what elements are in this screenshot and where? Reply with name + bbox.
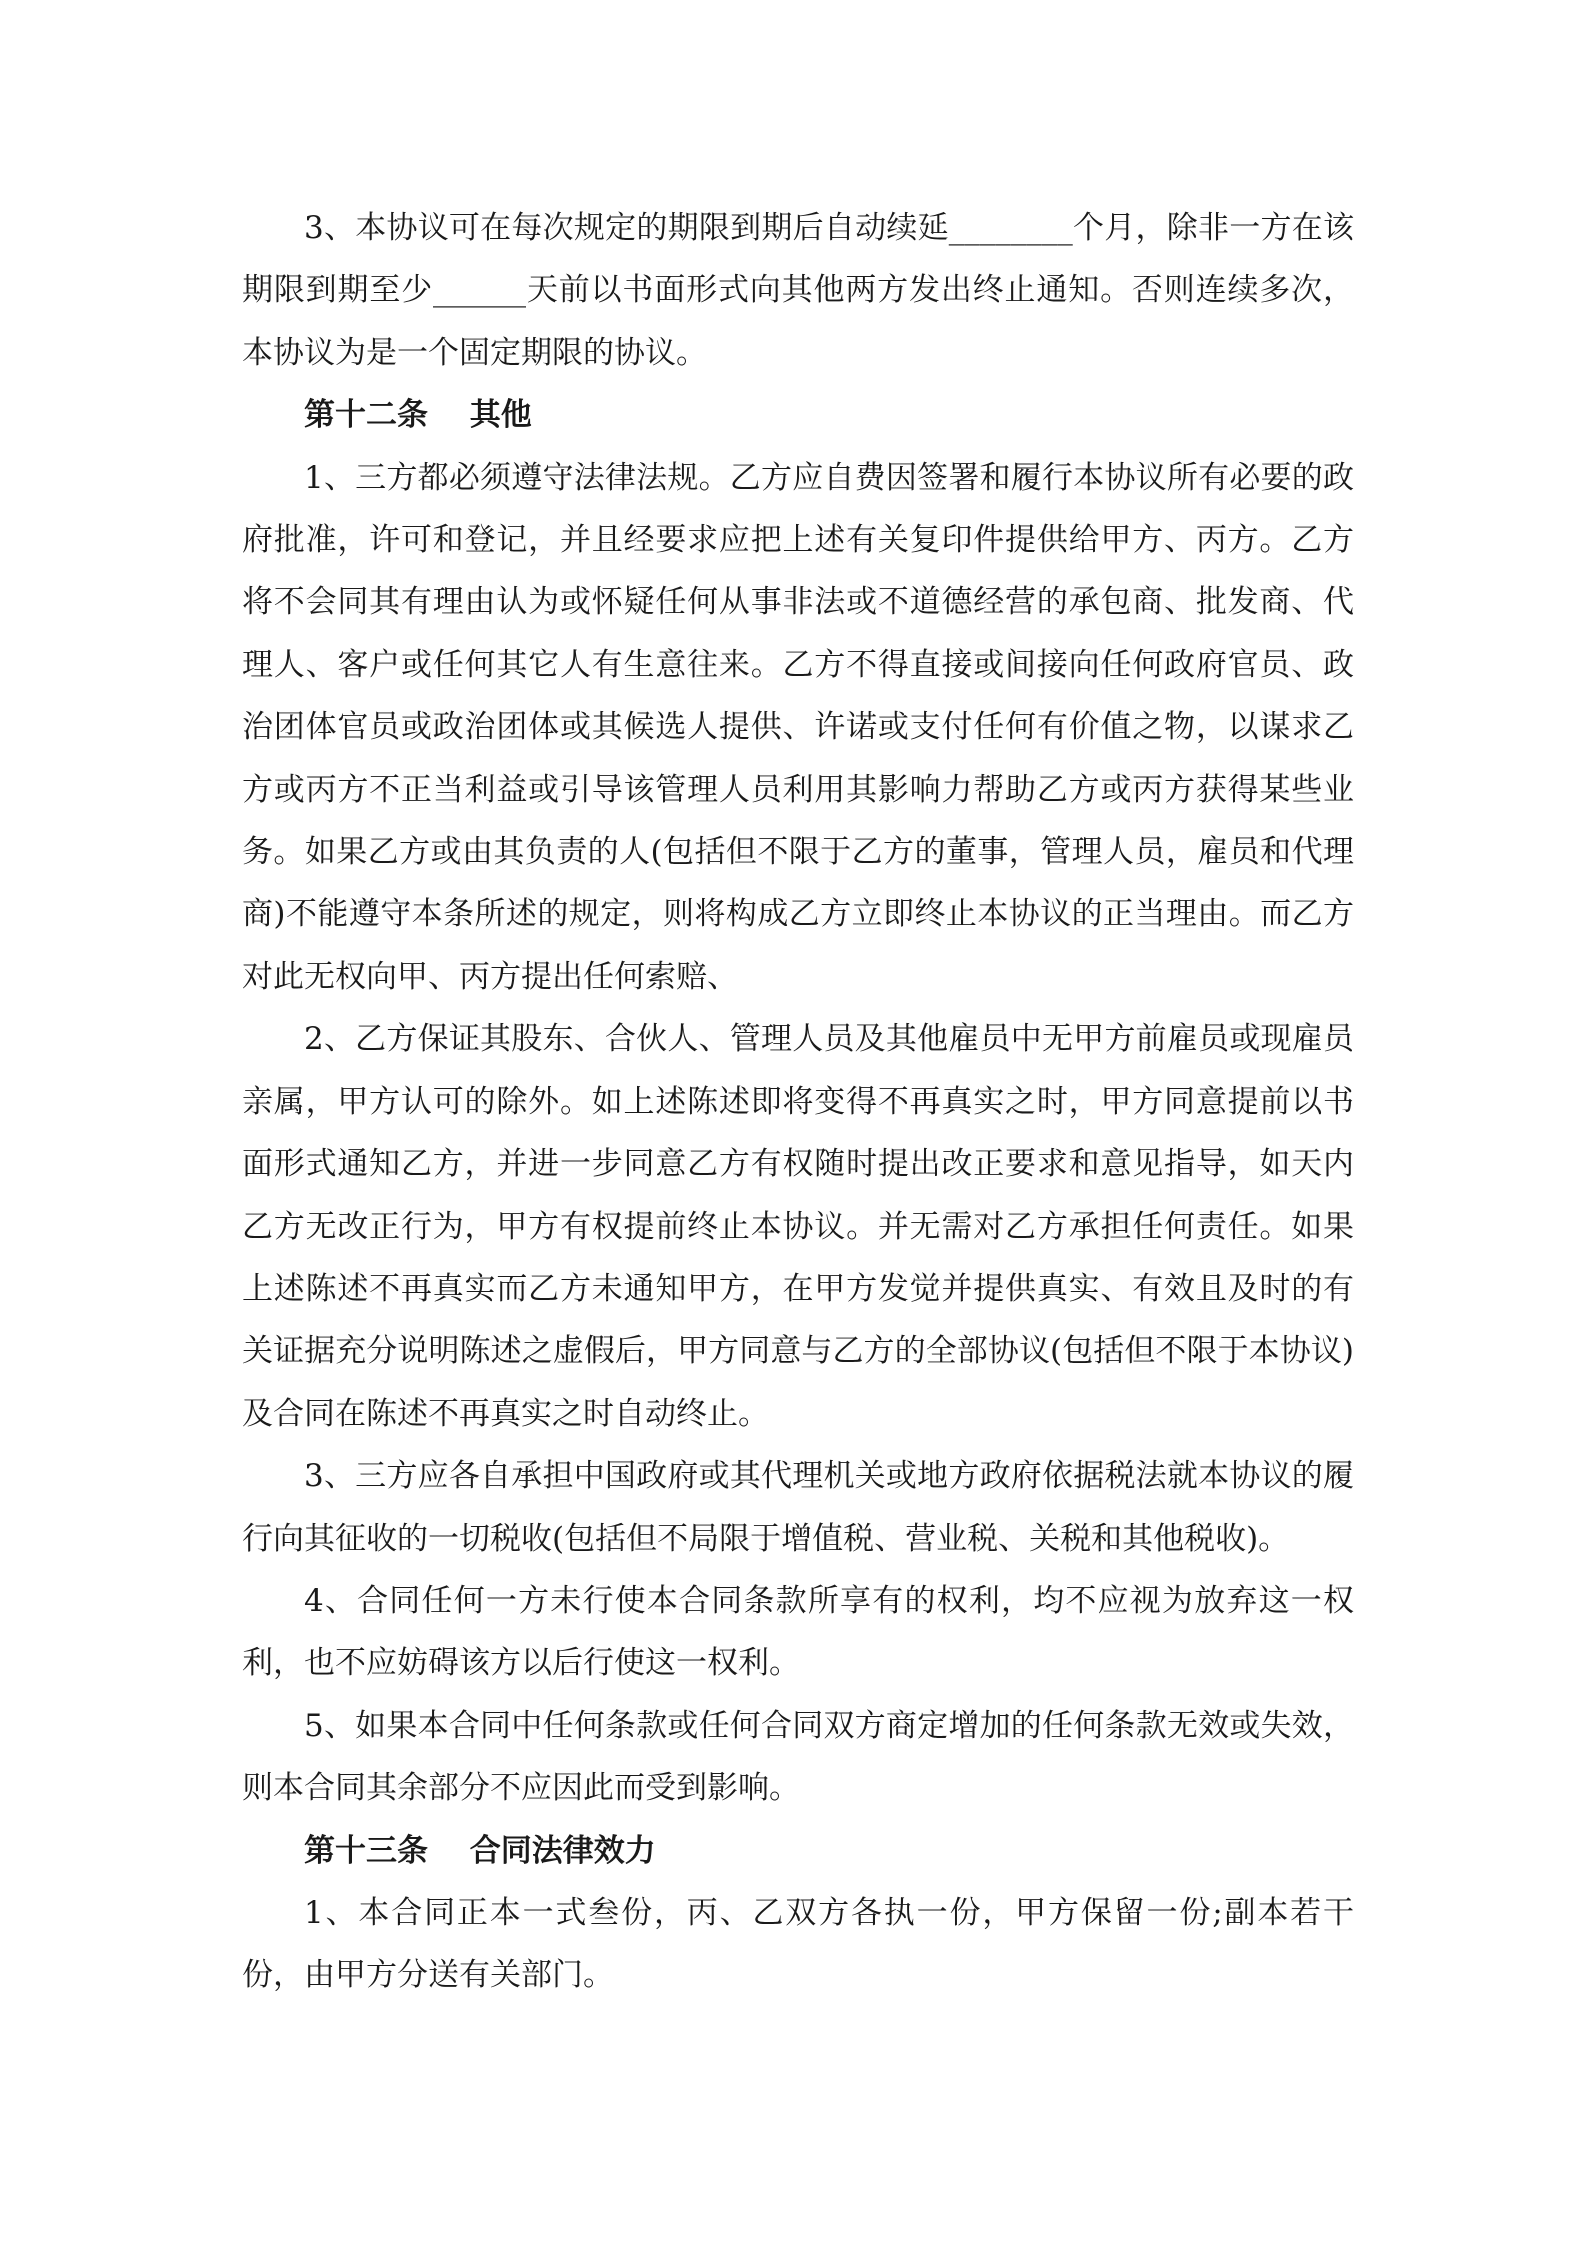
clause-12-item-2: 2、乙方保证其股东、合伙人、管理人员及其他雇员中无甲方前雇员或现雇员亲属，甲方认可的除外。如上述陈述即将变得不再真实之时，甲方同意提前以书面形式通知乙方，并进一步同意乙方有权随时提出改正要求和意见指导，如天内乙方无改正行为，甲方有权提前终止本协议。并无需对乙方承担任何责任。如果上述陈述不再真实而乙方未通知甲方，在甲方发觉并提供真实、有效且及时的有关证据充分说明陈述之虚假后，甲方同意与乙方的全部协议(包括但不限于本协议)及合同在陈述不再真实之时自动终止。 <box>242 1021 1354 1432</box>
clause-12-item-3: 3、三方应各自承担中国政府或其代理机关或地方政府依据税法就本协议的履行向其征收的一切税收(包括但不局限于增值税、营业税、关税和其他税收)。 <box>242 1458 1354 1557</box>
clause-12-item-1: 1、三方都必须遵守法律法规。乙方应自费因签署和履行本协议所有必要的政府批准，许可和登记，并且经要求应把上述有关复印件提供给甲方、丙方。乙方将不会同其有理由认为或怀疑任何从事非法或不道德经营的承包商、批发商、代理人、客户或任何其它人有生意往来。乙方不得直接或间接向任何政府官员、政治团体官员或政治团体或其候选人提供、许诺或支付任何有价值之物，以谋求乙方或丙方不正当利益或引导该管理人员利用其影响力帮助乙方或丙方获得某些业务。如果乙方或由其负责的人(包括但不限于乙方的董事，管理人员，雇员和代理商)不能遵守本条所述的规定，则将构成乙方立即终止本协议的正当理由。而乙方对此无权向甲、丙方提出任何索赔、 <box>242 459 1354 995</box>
document-body <box>242 197 1354 2007</box>
clause-11-item-3: 3、本协议可在每次规定的期限到期后自动续延________个月，除非一方在该期限到期至少______天前以书面形式向其他两方发出终止通知。否则连续多次，本协议为是一个固定期限的协议。 <box>242 210 1354 371</box>
article-13-heading: 第十三条 合同法律效力 <box>304 1832 656 1869</box>
clause-12-item-5: 5、如果本合同中任何条款或任何合同双方商定增加的任何条款无效或失效，则本合同其余部分不应因此而受到影响。 <box>242 1707 1354 1807</box>
article-12-heading: 第十二条 其他 <box>304 397 532 434</box>
clause-13-item-1: 1、本合同正本一式叁份，丙、乙双方各执一份，甲方保留一份;副本若干份，由甲方分送有关部门。 <box>242 1894 1354 1994</box>
clause-12-item-4: 4、合同任何一方未行使本合同条款所享有的权利，均不应视为放弃这一权利，也不应妨碍该方以后行使这一权利。 <box>242 1582 1354 1682</box>
